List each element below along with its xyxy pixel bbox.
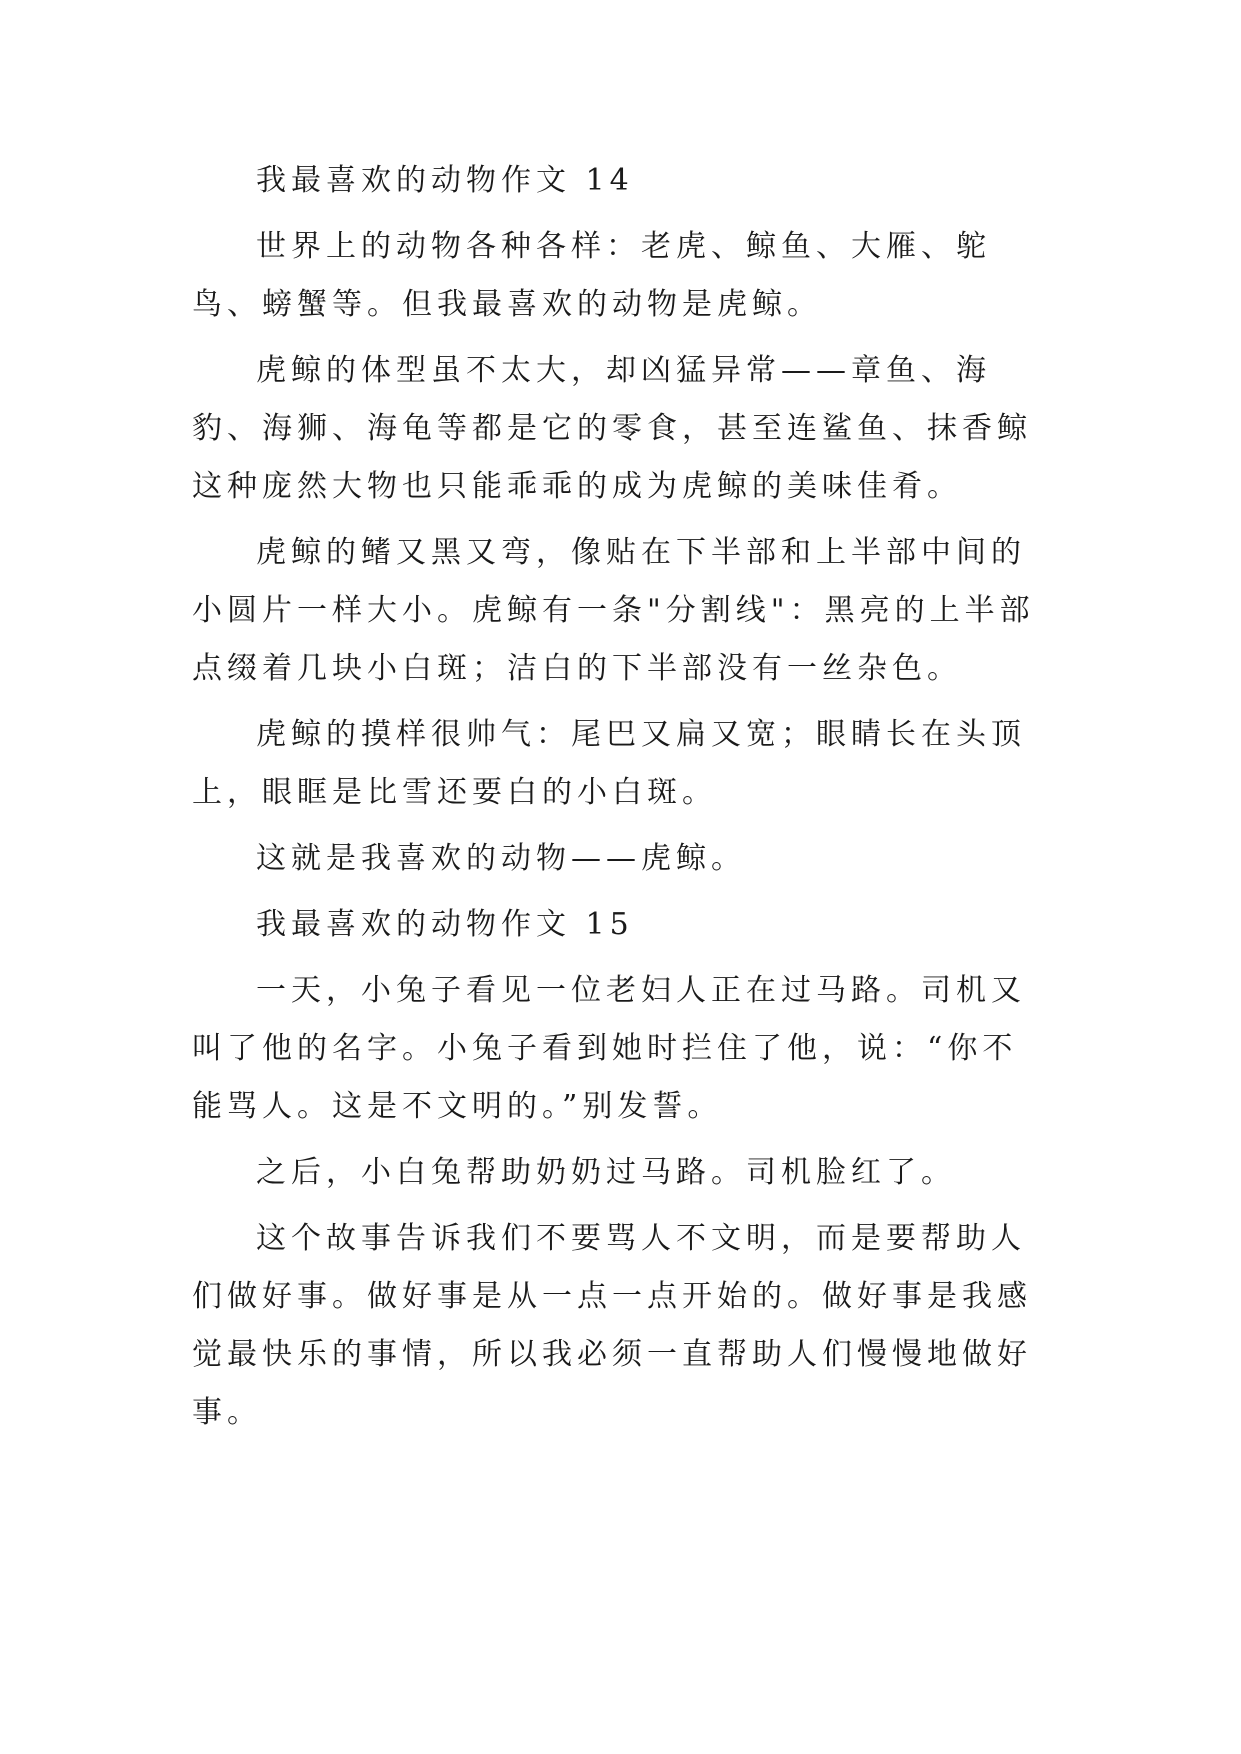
essay-14-paragraph-1: 世界上的动物各种各样：老虎、鲸鱼、大雁、鸵鸟、螃蟹等。但我最喜欢的动物是虎鲸。 [192, 229, 991, 322]
essay-body [192, 152, 1052, 1450]
essay-15-paragraph-1: 一天，小兔子看见一位老妇人正在过马路。司机又叫了他的名字。小兔子看到她时拦住了他，说：“你不能骂人。这是不文明的。”别发誓。 [192, 973, 1026, 1124]
essay-15-paragraph-2: 之后，小白兔帮助奶奶过马路。司机脸红了。 [256, 1155, 956, 1190]
essay-15-title: 我最喜欢的动物作文 15 [256, 907, 634, 942]
essay-14-paragraph-3: 虎鲸的鳍又黑又弯，像贴在下半部和上半部中间的小圆片一样大小。虎鲸有一条"分割线"：黑亮的上半部点缀着几块小白斑；洁白的下半部没有一丝杂色。 [192, 535, 1035, 686]
essay-14-paragraph-4: 虎鲸的摸样很帅气：尾巴又扁又宽；眼睛长在头顶上，眼眶是比雪还要白的小白斑。 [192, 717, 1026, 810]
essay-14-paragraph-2: 虎鲸的体型虽不太大，却凶猛异常——章鱼、海豹、海狮、海龟等都是它的零食，甚至连鲨鱼、抹香鲸这种庞然大物也只能乖乖的成为虎鲸的美味佳肴。 [192, 353, 1032, 504]
essay-14-paragraph-5: 这就是我喜欢的动物——虎鲸。 [256, 841, 746, 876]
essay-14-title: 我最喜欢的动物作文 14 [256, 163, 634, 198]
essay-15-paragraph-3: 这个故事告诉我们不要骂人不文明，而是要帮助人们做好事。做好事是从一点一点开始的。做好事是我感觉最快乐的事情，所以我必须一直帮助人们慢慢地做好事。 [192, 1221, 1032, 1430]
